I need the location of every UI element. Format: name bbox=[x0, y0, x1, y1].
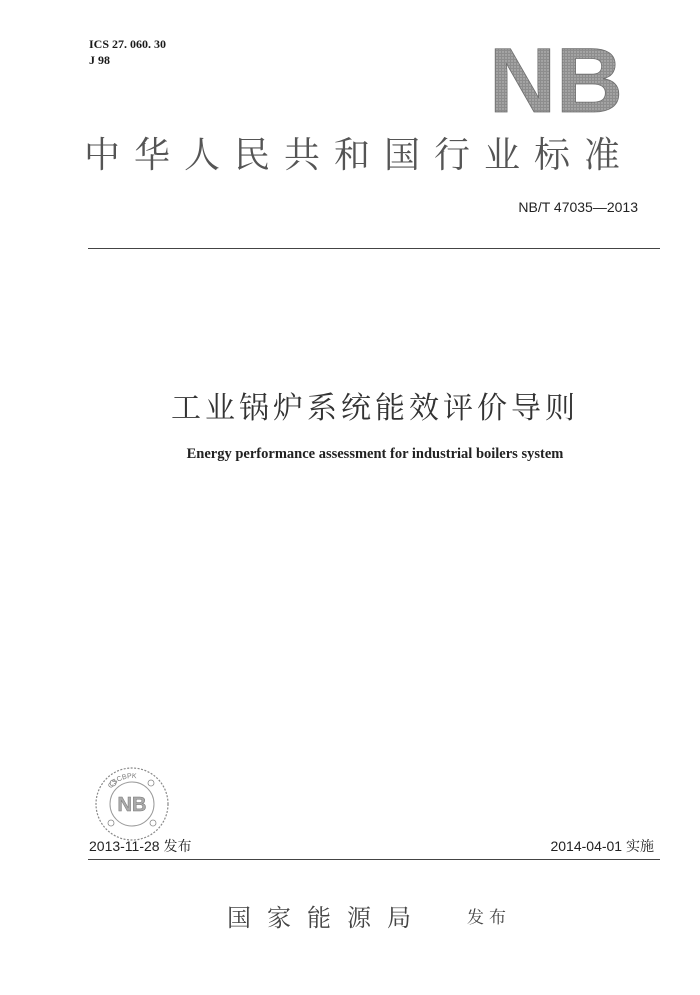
bottom-divider bbox=[88, 859, 660, 860]
ccs-code: J 98 bbox=[89, 53, 110, 67]
seal-ring-text: CSCBPK bbox=[107, 772, 137, 790]
standard-number: NB/T 47035—2013 bbox=[518, 199, 638, 215]
nb-logo bbox=[487, 42, 625, 116]
nb-logo-text: NB bbox=[489, 42, 623, 116]
issuer-name: 国家能源局 bbox=[227, 904, 427, 932]
implementation-date: 2014-04-01 实施 bbox=[550, 838, 654, 854]
seal-center-text: NB bbox=[117, 794, 147, 816]
title-chinese: 工业锅炉系统能效评价导则 bbox=[171, 391, 579, 426]
ics-code-block bbox=[89, 36, 166, 68]
title-english: Energy performance assessment for industrial boilers system bbox=[186, 446, 564, 462]
ics-code: ICS 27. 060. 30 bbox=[89, 37, 167, 51]
issuer-suffix: 发布 bbox=[467, 908, 511, 928]
standard-category: 中华人民共和国行业标准 bbox=[84, 135, 635, 176]
publisher-seal bbox=[93, 765, 171, 843]
publish-date: 2013-11-28 发布 bbox=[89, 838, 192, 854]
top-divider bbox=[88, 248, 660, 249]
